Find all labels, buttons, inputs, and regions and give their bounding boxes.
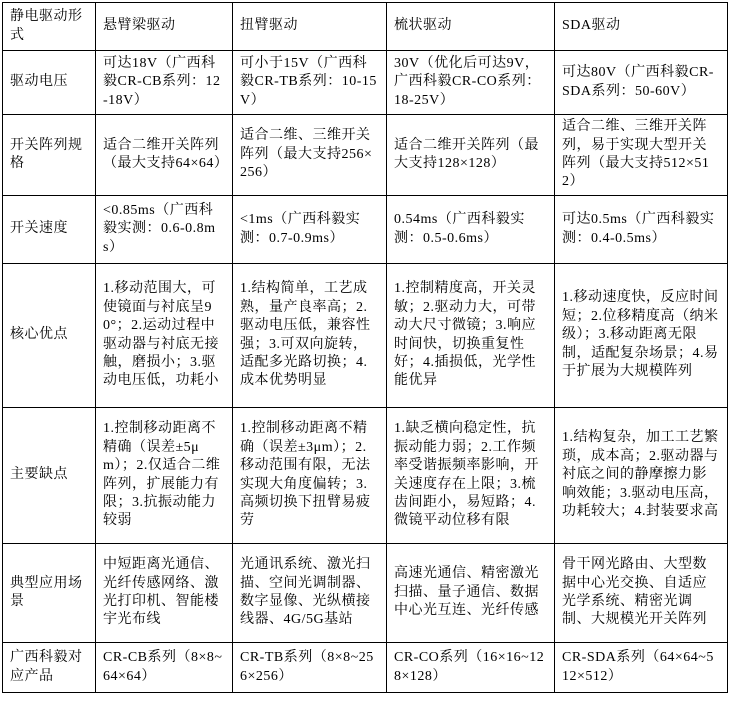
table-cell: 30V（优化后可达9V，广西科毅CR-CO系列：18-25V） xyxy=(387,51,555,115)
row-drive-voltage xyxy=(3,51,728,115)
table-cell: <0.85ms（广西科毅实测：0.6-0.8ms） xyxy=(96,196,233,264)
table-cell: 1.移动范围大，可使镜面与衬底呈90°；2.运动过程中驱动器与衬底无接触，磨损小；3.驱动电压低，功耗小 xyxy=(96,264,233,408)
table-cell: 光通讯系统、激光扫描、空间光调制器、数字显像、光纵横接线器、4G/5G基站 xyxy=(233,544,387,643)
row-label: 开关速度 xyxy=(3,196,96,264)
table-cell: 0.54ms（广西科毅实测：0.5-0.6ms） xyxy=(387,196,555,264)
column-header-sda: SDA驱动 xyxy=(555,3,728,51)
table-cell: 可达80V（广西科毅CR-SDA系列：50-60V） xyxy=(555,51,728,115)
table-cell: <1ms（广西科毅实测：0.7-0.9ms） xyxy=(233,196,387,264)
row-core-advantages xyxy=(3,264,728,408)
row-typical-applications xyxy=(3,544,728,643)
table-cell: 高速光通信、精密激光扫描、量子通信、数据中心光互连、光纤传感 xyxy=(387,544,555,643)
table-cell: 适合二维开关阵列（最大支持128×128） xyxy=(387,115,555,196)
table-cell: CR-TB系列（8×8~256×256） xyxy=(233,643,387,693)
table-cell: 1.移动速度快，反应时间短；2.位移精度高（纳米级）；3.移动距离无限制，适配复杂场景；4.易于扩展为大规模阵列 xyxy=(555,264,728,408)
table-cell: CR-CB系列（8×8~64×64） xyxy=(96,643,233,693)
table-cell: CR-SDA系列（64×64~512×512） xyxy=(555,643,728,693)
row-label: 驱动电压 xyxy=(3,51,96,115)
table-header-row xyxy=(3,3,728,51)
table-cell: 可小于15V（广西科毅CR-TB系列：10-15V） xyxy=(233,51,387,115)
row-main-drawbacks xyxy=(3,408,728,544)
column-header-torsion-arm: 扭臂驱动 xyxy=(233,3,387,51)
table-cell: 1.控制移动距离不精确（误差±5μm）；2.仅适合二维阵列，扩展能力有限；3.抗振动能力较弱 xyxy=(96,408,233,544)
table-cell: 1.缺乏横向稳定性，抗振动能力弱；2.工作频率受谐振频率影响，开关速度存在上限；3.梳齿间距小，易短路；4.微镜平动位移有限 xyxy=(387,408,555,544)
row-label: 开关阵列规格 xyxy=(3,115,96,196)
table-cell: 可达18V（广西科毅CR-CB系列：12-18V） xyxy=(96,51,233,115)
table-cell: 骨干网光路由、大型数据中心光交换、自适应光学系统、精密光调制、大规模光开关阵列 xyxy=(555,544,728,643)
row-matching-products xyxy=(3,643,728,693)
row-label: 典型应用场景 xyxy=(3,544,96,643)
table-cell: 适合二维、三维开关阵列（最大支持256×256） xyxy=(233,115,387,196)
table-cell: 适合二维、三维开关阵列，易于实现大型开关阵列（最大支持512×512） xyxy=(555,115,728,196)
row-switch-speed xyxy=(3,196,728,264)
row-array-spec xyxy=(3,115,728,196)
table-cell: CR-CO系列（16×16~128×128） xyxy=(387,643,555,693)
column-header-cantilever-beam: 悬臂梁驱动 xyxy=(96,3,233,51)
table-cell: 可达0.5ms（广西科毅实测：0.4-0.5ms） xyxy=(555,196,728,264)
row-label: 核心优点 xyxy=(3,264,96,408)
table-cell: 1.控制移动距离不精确（误差±3μm）；2.移动范围有限，无法实现大角度偏转；3.高频切换下扭臂易疲劳 xyxy=(233,408,387,544)
row-label: 主要缺点 xyxy=(3,408,96,544)
drive-type-comparison-table xyxy=(2,2,728,693)
table-cell: 中短距离光通信、光纤传感网络、激光打印机、智能楼宇光布线 xyxy=(96,544,233,643)
table-cell: 1.结构简单，工艺成熟，量产良率高；2.驱动电压低，兼容性强；3.可双向旋转，适配多光路切换；4.成本优势明显 xyxy=(233,264,387,408)
table-cell: 1.控制精度高，开关灵敏；2.驱动力大，可带动大尺寸微镜；3.响应时间快，切换重复性好；4.插损低，光学性能优异 xyxy=(387,264,555,408)
table-cell: 适合二维开关阵列（最大支持64×64） xyxy=(96,115,233,196)
row-label: 广西科毅对应产品 xyxy=(3,643,96,693)
table-cell: 1.结构复杂，加工工艺繁琐，成本高；2.驱动器与衬底之间的静摩擦力影响效能；3.驱动电压高，功耗较大；4.封装要求高 xyxy=(555,408,728,544)
corner-header-cell: 静电驱动形式 xyxy=(3,3,96,51)
column-header-comb-drive: 梳状驱动 xyxy=(387,3,555,51)
